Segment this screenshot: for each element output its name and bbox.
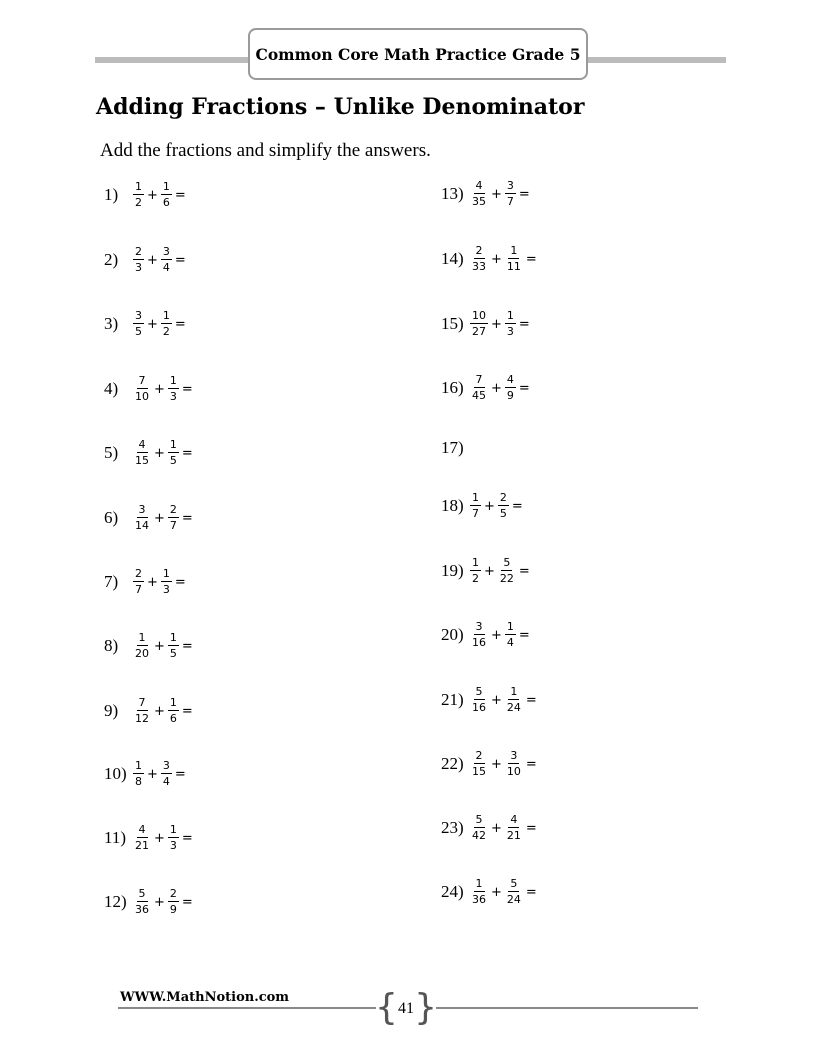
- denominator: 16: [472, 701, 486, 714]
- denominator: 20: [135, 647, 149, 660]
- problem-item: [441, 678, 539, 722]
- numerator: 4: [138, 438, 146, 451]
- numerator: 5: [138, 887, 146, 900]
- problem-item: [104, 560, 188, 604]
- equals-sign: =: [518, 186, 530, 202]
- page-number: 41: [398, 1000, 414, 1017]
- numerator: 4: [138, 823, 146, 836]
- fraction-addend-2: [161, 760, 172, 788]
- equals-sign: =: [181, 830, 193, 846]
- problem-number: 6): [104, 508, 119, 527]
- equals-sign: =: [511, 498, 523, 514]
- fraction-addend-1: [470, 557, 481, 585]
- fraction-addend-1: [133, 181, 144, 209]
- fraction-expression: [132, 310, 188, 338]
- problem-item: [441, 172, 532, 216]
- numerator: 2: [135, 567, 142, 580]
- denominator: 6: [162, 196, 170, 209]
- problem-item: [104, 173, 188, 217]
- equals-sign: =: [181, 894, 193, 910]
- equals-sign: =: [174, 252, 186, 268]
- denominator: 9: [506, 389, 514, 402]
- denominator: 35: [472, 195, 486, 208]
- denominator: 22: [499, 572, 514, 585]
- numerator: 1: [169, 374, 177, 387]
- equals-sign: =: [518, 627, 530, 643]
- numerator: 4: [475, 179, 483, 192]
- fraction-addend-1: [470, 686, 488, 714]
- plus-sign: +: [154, 510, 165, 526]
- instructions: Add the fractions and simplify the answers.: [100, 140, 431, 161]
- plus-sign: +: [154, 445, 165, 461]
- footer-rule-left: [118, 1007, 376, 1009]
- fraction-addend-2: [505, 814, 523, 842]
- problem-item: [441, 484, 525, 528]
- fraction-addend-2: [168, 824, 179, 852]
- fraction-expression: [469, 750, 539, 778]
- problem-item: [104, 302, 188, 346]
- problem-number: 7): [104, 572, 119, 591]
- problem-item: [441, 426, 469, 470]
- fraction-addend-2: [505, 878, 523, 906]
- fraction-expression: [132, 246, 188, 274]
- problem-item: [104, 624, 195, 668]
- denominator: 5: [135, 325, 142, 338]
- numerator: 5: [475, 685, 483, 698]
- denominator: 4: [162, 775, 170, 788]
- problem-item: [104, 752, 188, 796]
- numerator: 1: [169, 438, 177, 451]
- denominator: 7: [135, 583, 142, 596]
- plus-sign: +: [491, 884, 502, 900]
- problem-item: [441, 806, 539, 850]
- denominator: 7: [169, 519, 177, 532]
- numerator: 1: [138, 631, 146, 644]
- fraction-addend-2: [168, 888, 179, 916]
- fraction-addend-1: [470, 310, 488, 338]
- denominator: 27: [472, 325, 486, 338]
- plus-sign: +: [147, 252, 158, 268]
- numerator: 7: [138, 374, 146, 387]
- fraction-expression: [132, 439, 195, 467]
- problem-item: [441, 237, 539, 281]
- equals-sign: =: [518, 316, 530, 332]
- right-brace-icon: }: [414, 987, 437, 1028]
- problem-number: 19): [441, 561, 464, 580]
- fraction-addend-1: [133, 568, 144, 596]
- equals-sign: =: [174, 187, 186, 203]
- fraction-addend-2: [505, 374, 516, 402]
- denominator: 36: [135, 903, 149, 916]
- problem-number: 15): [441, 314, 464, 333]
- fraction-expression: [132, 568, 188, 596]
- plus-sign: +: [147, 766, 158, 782]
- denominator: 2: [162, 325, 170, 338]
- denominator: 24: [506, 701, 521, 714]
- denominator: 2: [472, 572, 479, 585]
- equals-sign: =: [525, 820, 537, 836]
- numerator: 1: [169, 696, 177, 709]
- numerator: 7: [475, 373, 483, 386]
- numerator: 1: [162, 309, 170, 322]
- denominator: 14: [135, 519, 149, 532]
- denominator: 21: [506, 829, 521, 842]
- problem-number: 10): [104, 764, 127, 783]
- plus-sign: +: [491, 820, 502, 836]
- numerator: 4: [506, 373, 514, 386]
- numerator: 4: [510, 813, 518, 826]
- fraction-addend-1: [470, 814, 488, 842]
- denominator: 5: [169, 647, 177, 660]
- numerator: 1: [162, 180, 170, 193]
- plus-sign: +: [154, 638, 165, 654]
- fraction-addend-1: [133, 760, 144, 788]
- denominator: 7: [506, 195, 514, 208]
- numerator: 1: [169, 823, 177, 836]
- numerator: 2: [499, 491, 507, 504]
- header-rule-left: [95, 57, 255, 63]
- footer-website: WWW.MathNotion.com: [120, 990, 290, 1005]
- numerator: 5: [510, 877, 518, 890]
- plus-sign: +: [491, 756, 502, 772]
- plus-sign: +: [491, 186, 502, 202]
- footer-rule-right: [436, 1007, 698, 1009]
- denominator: 10: [506, 765, 521, 778]
- fraction-addend-1: [133, 375, 151, 403]
- fraction-expression: [469, 557, 532, 585]
- plus-sign: +: [491, 251, 502, 267]
- plus-sign: +: [491, 316, 502, 332]
- denominator: 8: [135, 775, 142, 788]
- numerator: 1: [510, 685, 518, 698]
- fraction-expression: [132, 697, 195, 725]
- fraction-addend-1: [133, 504, 151, 532]
- equals-sign: =: [181, 703, 193, 719]
- denominator: 3: [506, 325, 514, 338]
- problem-item: [441, 870, 539, 914]
- plus-sign: +: [154, 830, 165, 846]
- fraction-addend-2: [505, 180, 516, 208]
- plus-sign: +: [147, 574, 158, 590]
- numerator: 2: [169, 887, 177, 900]
- equals-sign: =: [174, 766, 186, 782]
- numerator: 1: [135, 180, 142, 193]
- denominator: 2: [135, 196, 142, 209]
- fraction-expression: [132, 632, 195, 660]
- problem-item: [104, 238, 188, 282]
- fraction-addend-1: [133, 697, 151, 725]
- problem-number: 14): [441, 249, 464, 268]
- fraction-expression: [469, 245, 539, 273]
- equals-sign: =: [181, 445, 193, 461]
- equals-sign: =: [518, 380, 530, 396]
- denominator: 5: [169, 454, 177, 467]
- problem-number: 12): [104, 892, 127, 911]
- left-brace-icon: {: [375, 987, 398, 1028]
- problem-number: 9): [104, 701, 119, 720]
- numerator: 3: [475, 620, 483, 633]
- fraction-addend-2: [161, 181, 172, 209]
- fraction-addend-2: [505, 310, 516, 338]
- fraction-addend-2: [505, 245, 523, 273]
- denominator: 9: [169, 903, 177, 916]
- fraction-addend-2: [505, 686, 523, 714]
- numerator: 3: [506, 179, 514, 192]
- fraction-addend-2: [168, 439, 179, 467]
- plus-sign: +: [491, 627, 502, 643]
- numerator: 7: [138, 696, 146, 709]
- problem-item: [441, 366, 532, 410]
- page-title: Adding Fractions – Unlike Denominator: [96, 94, 585, 120]
- numerator: 10: [472, 309, 486, 322]
- fraction-addend-1: [470, 374, 488, 402]
- fraction-expression: [469, 492, 525, 520]
- equals-sign: =: [181, 381, 193, 397]
- fraction-addend-1: [470, 245, 488, 273]
- fraction-addend-2: [161, 310, 172, 338]
- denominator: 15: [472, 765, 486, 778]
- fraction-addend-1: [133, 439, 151, 467]
- numerator: 1: [506, 309, 514, 322]
- equals-sign: =: [525, 692, 537, 708]
- problem-number: 3): [104, 314, 119, 333]
- numerator: 5: [475, 813, 483, 826]
- fraction-expression: [469, 686, 539, 714]
- fraction-addend-2: [505, 750, 523, 778]
- problem-number: 5): [104, 443, 119, 462]
- denominator: 7: [472, 507, 479, 520]
- numerator: 3: [135, 309, 142, 322]
- denominator: 5: [499, 507, 507, 520]
- numerator: 5: [503, 556, 511, 569]
- plus-sign: +: [484, 498, 495, 514]
- numerator: 1: [162, 567, 170, 580]
- denominator: 36: [472, 893, 486, 906]
- numerator: 2: [135, 245, 142, 258]
- numerator: 1: [472, 556, 479, 569]
- denominator: 3: [169, 839, 177, 852]
- fraction-addend-2: [168, 504, 179, 532]
- problem-number: 16): [441, 378, 464, 397]
- header-label: Common Core Math Practice Grade 5: [248, 28, 588, 80]
- numerator: 2: [169, 503, 177, 516]
- problem-number: 2): [104, 250, 119, 269]
- problem-item: [441, 549, 532, 593]
- problem-item: [441, 742, 539, 786]
- fraction-expression: [469, 814, 539, 842]
- fraction-addend-2: [161, 246, 172, 274]
- denominator: 15: [135, 454, 149, 467]
- fraction-addend-2: [498, 492, 509, 520]
- fraction-addend-2: [498, 557, 516, 585]
- problem-item: [104, 689, 195, 733]
- fraction-expression: [132, 760, 188, 788]
- fraction-expression: [469, 180, 532, 208]
- numerator: 1: [475, 877, 483, 890]
- problem-number: 4): [104, 379, 119, 398]
- fraction-addend-2: [161, 568, 172, 596]
- denominator: 3: [135, 261, 142, 274]
- fraction-expression: [469, 878, 539, 906]
- header-rule-right: [588, 57, 726, 63]
- fraction-expression: [132, 888, 195, 916]
- fraction-addend-1: [470, 750, 488, 778]
- equals-sign: =: [525, 251, 537, 267]
- equals-sign: =: [174, 316, 186, 332]
- problem-item: [441, 613, 532, 657]
- denominator: 11: [506, 260, 521, 273]
- denominator: 3: [169, 390, 177, 403]
- fraction-addend-2: [168, 697, 179, 725]
- fraction-addend-2: [168, 632, 179, 660]
- denominator: 6: [169, 712, 177, 725]
- fraction-expression: [469, 310, 532, 338]
- fraction-addend-1: [470, 180, 488, 208]
- plus-sign: +: [154, 703, 165, 719]
- denominator: 12: [135, 712, 149, 725]
- fraction-addend-1: [133, 632, 151, 660]
- fraction-addend-1: [133, 824, 151, 852]
- denominator: 42: [472, 829, 486, 842]
- numerator: 1: [506, 620, 514, 633]
- equals-sign: =: [181, 510, 193, 526]
- fraction-addend-1: [470, 621, 488, 649]
- denominator: 4: [162, 261, 170, 274]
- fraction-addend-1: [470, 492, 481, 520]
- problem-number: 11): [104, 828, 127, 847]
- page-number-box: [375, 987, 437, 1028]
- problem-number: 22): [441, 754, 464, 773]
- denominator: 24: [506, 893, 521, 906]
- problem-number: 8): [104, 636, 119, 655]
- equals-sign: =: [174, 574, 186, 590]
- denominator: 33: [472, 260, 486, 273]
- problem-item: [441, 302, 532, 346]
- problem-item: [104, 367, 195, 411]
- plus-sign: +: [491, 692, 502, 708]
- numerator: 2: [475, 749, 483, 762]
- fraction-expression: [469, 374, 532, 402]
- equals-sign: =: [181, 638, 193, 654]
- denominator: 4: [506, 636, 514, 649]
- numerator: 1: [135, 759, 142, 772]
- equals-sign: =: [525, 756, 537, 772]
- denominator: 10: [135, 390, 149, 403]
- plus-sign: +: [154, 894, 165, 910]
- problem-number: 23): [441, 818, 464, 837]
- problem-item: [104, 816, 195, 860]
- fraction-expression: [132, 504, 195, 532]
- numerator: 2: [475, 244, 483, 257]
- fraction-addend-2: [505, 621, 516, 649]
- problem-number: 20): [441, 625, 464, 644]
- numerator: 1: [510, 244, 518, 257]
- problem-item: [104, 880, 195, 924]
- fraction-expression: [132, 181, 188, 209]
- problem-number: 21): [441, 690, 464, 709]
- problem-number: 1): [104, 185, 119, 204]
- fraction-addend-1: [133, 310, 144, 338]
- numerator: 1: [169, 631, 177, 644]
- problem-item: [104, 496, 195, 540]
- numerator: 1: [472, 491, 479, 504]
- denominator: 3: [162, 583, 170, 596]
- fraction-addend-1: [470, 878, 488, 906]
- fraction-expression: [469, 621, 532, 649]
- fraction-expression: [132, 824, 195, 852]
- numerator: 3: [138, 503, 146, 516]
- plus-sign: +: [491, 380, 502, 396]
- problem-number: 17): [441, 438, 464, 457]
- plus-sign: +: [147, 316, 158, 332]
- equals-sign: =: [518, 563, 530, 579]
- fraction-expression: [132, 375, 195, 403]
- equals-sign: =: [525, 884, 537, 900]
- numerator: 3: [162, 759, 170, 772]
- denominator: 16: [472, 636, 486, 649]
- fraction-addend-1: [133, 888, 151, 916]
- denominator: 45: [472, 389, 486, 402]
- problem-number: 13): [441, 184, 464, 203]
- plus-sign: +: [154, 381, 165, 397]
- plus-sign: +: [147, 187, 158, 203]
- problem-number: 24): [441, 882, 464, 901]
- fraction-addend-2: [168, 375, 179, 403]
- numerator: 3: [510, 749, 518, 762]
- numerator: 3: [162, 245, 170, 258]
- denominator: 21: [135, 839, 149, 852]
- problem-number: 18): [441, 496, 464, 515]
- fraction-addend-1: [133, 246, 144, 274]
- plus-sign: +: [484, 563, 495, 579]
- problem-item: [104, 431, 195, 475]
